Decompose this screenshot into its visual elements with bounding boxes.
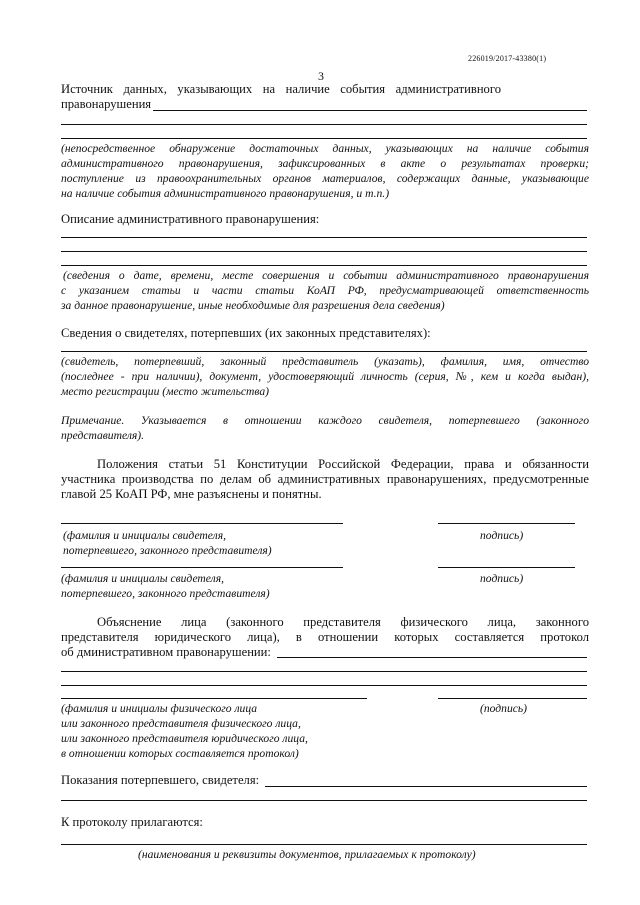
witnesses-hint-line3: место регистрации (место жительства) (61, 385, 270, 398)
source-hint-line1: (непосредственное обнаружение достаточных данных, указывающих на наличие события (61, 142, 589, 155)
description-hint-line3: за данное правонарушение, иные необходимые для разрешения дела сведения) (61, 299, 445, 312)
rights-line3: главой 25 КоАП РФ, мне разъяснены и понятны. (61, 487, 322, 501)
source-hint-line2: административного правонарушения, зафиксированных в акте о результатах проверки; (61, 157, 589, 170)
signature2-sign-hint: подпись) (480, 572, 524, 585)
signature3-name-line (61, 698, 367, 699)
attachments-label: К протоколу прилагаются: (61, 815, 203, 829)
source-hint-line4: на наличие события административного правонарушения, и т.п.) (61, 187, 390, 200)
signature1-name-hint-line2: потерпевшего, законного представителя) (63, 544, 272, 557)
signature1-sign-line (438, 523, 575, 524)
signature2-sign-line (438, 567, 575, 568)
description-label: Описание административного правонарушения: (61, 212, 320, 226)
description-fill-line (61, 237, 587, 238)
source-hint-line3: поступление из правоохранительных органов материалов, содержащих данные, указывающие (61, 172, 589, 185)
signature3-name-hint-line1: (фамилия и инициалы физического лица (61, 702, 258, 715)
signature2-name-hint-line2: потерпевшего, законного представителя) (61, 587, 270, 600)
signature3-sign-hint: (подпись) (480, 702, 528, 715)
witnesses-note-line2: представителя). (61, 429, 145, 442)
explanation-fill-line (277, 657, 587, 658)
explanation-line3: об дминистративном правонарушении: (61, 645, 271, 659)
page-number: 3 (318, 69, 324, 83)
signature1-name-hint-line1: (фамилия и инициалы свидетеля, (63, 529, 227, 542)
signature2-name-line (61, 567, 343, 568)
explanation-fill-line (61, 671, 587, 672)
signature3-name-hint-line2: или законного представителя физического лица, (61, 717, 301, 730)
witnesses-hint-line1: (свидетель, потерпевший, законный представитель (указать), фамилия, имя, отчество (61, 355, 589, 368)
attachments-hint: (наименования и реквизиты документов, прилагаемых к протоколу) (138, 848, 476, 861)
source-fill-line (153, 110, 587, 111)
source-fill-line (61, 124, 587, 125)
document-number: 226019/2017-43380(1) (468, 54, 547, 63)
signature3-name-hint-line3: или законного представителя юридического лица, (61, 732, 308, 745)
testimony-fill-line (61, 800, 587, 801)
testimony-label: Показания потерпевшего, свидетеля: (61, 773, 260, 787)
explanation-fill-line (61, 685, 587, 686)
witnesses-label: Сведения о свидетелях, потерпевших (их законных представителях): (61, 326, 431, 340)
explanation-line1: Объяснение лица (законного представителя физического лица, законного (97, 615, 589, 629)
explanation-line2: представителя юридического лица), в отношении которых составляется протокол (61, 630, 589, 644)
source-fill-line (61, 138, 587, 139)
source-label-line2: правонарушения (61, 97, 152, 111)
signature1-sign-hint: подпись) (480, 529, 524, 542)
description-fill-line (61, 265, 587, 266)
witnesses-note-line1: Примечание. Указывается в отношении каждого свидетеля, потерпевшего (законного (61, 414, 589, 427)
testimony-fill-line (265, 786, 587, 787)
signature2-name-hint-line1: (фамилия и инициалы свидетеля, (61, 572, 225, 585)
description-hint-line1: (сведения о дате, времени, месте совершения и событии административного правонарушения (63, 269, 589, 282)
signature3-sign-line (438, 698, 587, 699)
rights-line2: участника производства по делам об административных правонарушениях, предусмотренные (61, 472, 589, 486)
witnesses-hint-line2: (последнее - при наличии), документ, удостоверяющий личность (серия, №, кем и когда выдан), (61, 370, 589, 383)
rights-line1: Положения статьи 51 Конституции Российской Федерации, права и обязанности (97, 457, 589, 471)
source-label-line1: Источник данных, указывающих на наличие события административного (61, 82, 501, 96)
attachments-fill-line (61, 844, 587, 845)
description-fill-line (61, 251, 587, 252)
signature3-name-hint-line4: в отношении которых составляется протокол) (61, 747, 299, 760)
description-hint-line2: с указанием статьи и части статьи КоАП РФ, предусматривающей ответственность (61, 284, 589, 297)
signature1-name-line (61, 523, 343, 524)
witnesses-fill-line (61, 351, 587, 352)
